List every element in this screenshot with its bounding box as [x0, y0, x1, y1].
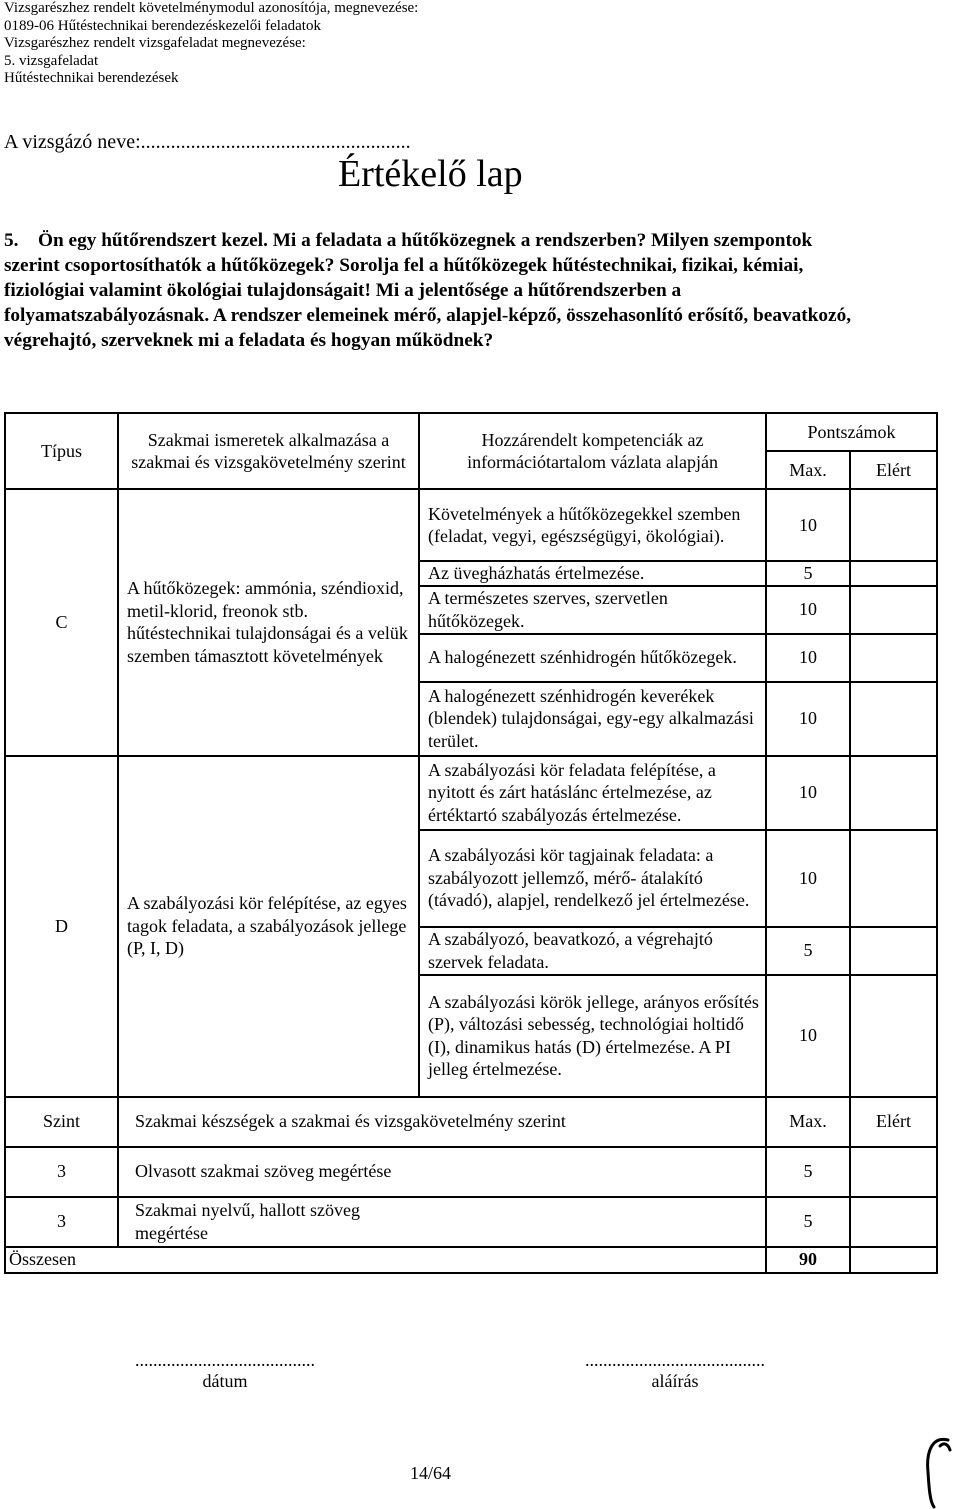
competence-row: Követelmények a hűtőközegekkel szemben (feladat, vegyi, egészségügyi, ökológiai). [419, 489, 766, 561]
task-number: 5. [4, 230, 19, 251]
header-line: Hűtéstechnikai berendezések [4, 70, 179, 87]
competence-row: A halogénezett szénhidrogén keverékek (blendek) tulajdonságai, egy-egy alkalmazási terület. [419, 682, 766, 756]
max-points: 5 [766, 561, 850, 586]
achieved-points[interactable] [850, 927, 937, 975]
achieved-points[interactable] [850, 634, 937, 682]
competence-row: Az üvegházhatás értelmezése. [419, 561, 766, 586]
col-head-knowledge: Szakmai ismeretek alkalmazása a szakmai és vizsgakövetelmény szerint [118, 413, 419, 489]
page-number: 14/64 [410, 1463, 452, 1483]
achieved-points[interactable] [850, 489, 937, 561]
signature-label: aláírás [651, 1371, 699, 1391]
competence-row: A szabályozási körök jellege, arányos erősítés (P), változási sebesség, technológiai holtidő (I), dinamikus hatás (D) értelmezése. A PI jelleg értelmezése. [419, 975, 766, 1097]
type-cell-d: D [5, 756, 118, 1097]
skill-level: 3 [5, 1147, 118, 1197]
skill-text: Szakmai nyelvű, hallott szöveg megértése [118, 1197, 766, 1247]
skills-head-max: Max. [766, 1097, 850, 1147]
evaluation-table [4, 412, 938, 1274]
document-header [4, 0, 418, 88]
max-points: 10 [766, 586, 850, 634]
skill-max: 5 [766, 1197, 850, 1247]
date-dots: ........................................ [135, 1350, 315, 1370]
max-points: 10 [766, 682, 850, 756]
max-points: 10 [766, 975, 850, 1097]
col-head-competence: Hozzárendelt kompetenciák az információtartalom vázlata alapján [419, 413, 766, 489]
col-head-points: Pontszámok [766, 413, 937, 451]
col-head-type: Típus [5, 413, 118, 489]
task-text: Ön egy hűtőrendszert kezel. Mi a feladata a hűtőközegnek a rendszerben? Milyen szempontok szerint csoportosíthatók a hűtőközegek? Sorolja fel a hűtőközegek hűtéstechnikai, fizikai, kémiai, fiziológiai valamint ökológiai tulajdonságait! Mi a jelentősége a hűtőrendszerben a folyamatszabályozásnak. A rendszer elemeinek mérő, alapjel-képző, összehasonlító erősítő, beavatkozó, végrehajtó, szerveknek mi a feladata és hogyan működnek? [4, 230, 852, 351]
achieved-points[interactable] [850, 561, 937, 586]
skill-max: 5 [766, 1147, 850, 1197]
col-head-max: Max. [766, 451, 850, 489]
skills-head-achieved: Elért [850, 1097, 937, 1147]
header-line: 0189-06 Hűtéstechnikai berendezéskezelői feladatok [4, 17, 321, 34]
type-cell-c: C [5, 489, 118, 756]
skill-text: Olvasott szakmai szöveg megértése [118, 1147, 766, 1197]
competence-row: A természetes szerves, szervetlen hűtőközegek. [419, 586, 766, 634]
corner-mark-icon [918, 1432, 958, 1509]
max-points: 10 [766, 634, 850, 682]
competence-row: A szabályozó, beavatkozó, a végrehajtó szervek feladata. [419, 927, 766, 975]
skill-achieved[interactable] [850, 1197, 937, 1247]
achieved-points[interactable] [850, 682, 937, 756]
skill-level: 3 [5, 1197, 118, 1247]
achieved-points[interactable] [850, 586, 937, 634]
total-max: 90 [766, 1247, 850, 1273]
max-points: 10 [766, 830, 850, 927]
max-points: 5 [766, 927, 850, 975]
knowledge-cell-c: A hűtőközegek: ammónia, széndioxid, metil-klorid, freonok stb. hűtéstechnikai tulajdonságai és a velük szemben támasztott követelmények [118, 489, 419, 756]
page-title: Értékelő lap [338, 153, 523, 195]
max-points: 10 [766, 756, 850, 830]
achieved-points[interactable] [850, 756, 937, 830]
max-points: 10 [766, 489, 850, 561]
candidate-name-line: A vizsgázó neve:...................................................... [4, 131, 411, 153]
date-label: dátum [202, 1371, 248, 1391]
achieved-points[interactable] [850, 830, 937, 927]
signature-field [540, 1350, 810, 1392]
skills-head-text: Szakmai készségek a szakmai és vizsgakövetelmény szerint [118, 1097, 766, 1147]
skills-head-level: Szint [5, 1097, 118, 1147]
competence-row: A szabályozási kör feladata felépítése, a nyitott és zárt hatáslánc értelmezése, az értéktartó szabályozás értelmezése. [419, 756, 766, 830]
header-line: Vizsgarészhez rendelt vizsgafeladat megnevezése: [4, 35, 306, 52]
total-label: Összesen [5, 1247, 766, 1273]
skill-achieved[interactable] [850, 1147, 937, 1197]
achieved-points[interactable] [850, 975, 937, 1097]
total-achieved[interactable] [850, 1247, 937, 1273]
competence-row: A halogénezett szénhidrogén hűtőközegek. [419, 634, 766, 682]
signature-dots: ........................................ [585, 1350, 765, 1370]
competence-row: A szabályozási kör tagjainak feladata: a szabályozott jellemző, mérő- átalakító (távadó), alapjel, rendelkező jel értelmezése. [419, 830, 766, 927]
header-line: 5. vizsgafeladat [4, 52, 99, 69]
col-head-achieved: Elért [850, 451, 937, 489]
header-line: Vizsgarészhez rendelt követelménymodul azonosítója, megnevezése: [4, 0, 419, 16]
knowledge-cell-d: A szabályozási kör felépítése, az egyes tagok feladata, a szabályozások jellege (P, I, D) [118, 756, 419, 1097]
date-field [90, 1350, 360, 1392]
task-description [4, 228, 854, 353]
